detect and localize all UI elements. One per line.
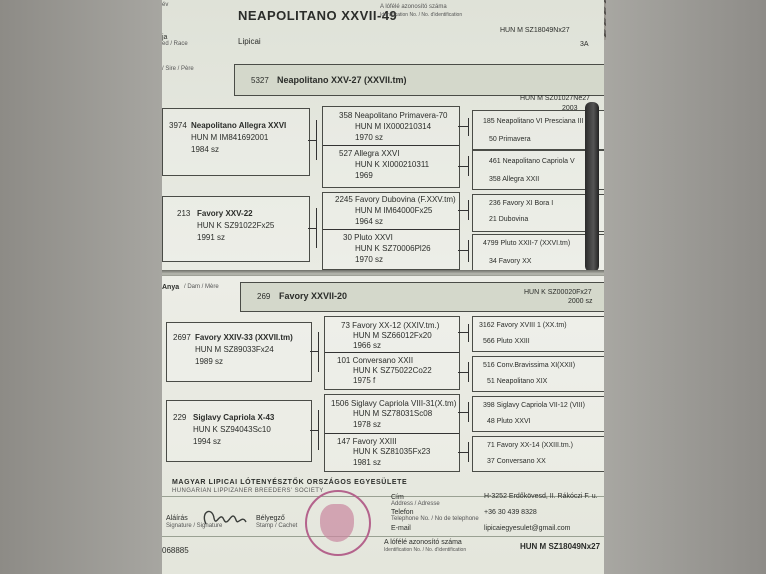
official-stamp-seal (305, 490, 371, 556)
gen4-12: 51 Neapolitano XIX (487, 378, 548, 385)
ggp8-year: 1981 sz (353, 458, 382, 467)
connector (458, 452, 468, 453)
ggp7-year: 1978 sz (353, 420, 382, 429)
gen4-8: 34 Favory XX (489, 258, 532, 265)
footer-id-value: HUN M SZ18049Nx27 (520, 542, 601, 551)
gp1-year: 1984 sz (191, 145, 220, 154)
background-blur-right (604, 0, 766, 574)
footer-id-label-sub: Identification No. / No. d'identification (384, 547, 467, 553)
ggp1-id: HUN M IX000210314 (355, 122, 432, 131)
ggp7-name: 1506 Siglavy Capriola VIII-31(X.tm) (331, 399, 457, 408)
address-sub: Address / Adresse (391, 501, 440, 507)
ggp2-year: 1969 (355, 171, 373, 180)
connector (468, 118, 469, 136)
connector (318, 332, 319, 372)
passport-page-bottom (162, 276, 604, 574)
email-label: E-mail (391, 525, 411, 532)
dam-label: Anya (162, 284, 180, 291)
dam-box (240, 282, 604, 312)
ggp7-id: HUN M SZ78031Sc08 (353, 409, 433, 418)
gp2-year: 1991 sz (197, 233, 226, 242)
signature-scribble (198, 502, 254, 532)
breed-label-sub: ed / Race (162, 41, 188, 47)
dam-year: 2000 sz (568, 298, 593, 305)
ggp5-name: 73 Favory XX-12 (XXIV.tm.) (341, 321, 440, 330)
gen4-6: 21 Dubovina (489, 216, 529, 223)
sire-name: Neapolitano XXV-27 (XXVII.tm) (277, 75, 407, 85)
gp3-year: 1989 sz (195, 357, 224, 366)
connector (318, 410, 319, 450)
gp1-id: HUN M IM841692001 (191, 133, 269, 142)
signature-sub: Signature / Signature (166, 523, 223, 529)
ggp1-year: 1970 sz (355, 133, 384, 142)
ggp8-name: 147 Favory XXIII (337, 437, 397, 446)
connector (458, 372, 468, 373)
connector (316, 120, 317, 160)
grandparent-box-4 (166, 400, 312, 462)
stamp-sub: Stamp / Cachet (256, 523, 298, 529)
ggp-box-3 (324, 316, 460, 390)
gen4-16: 37 Conversano XX (487, 458, 546, 465)
divider (323, 145, 459, 146)
connector (308, 140, 316, 141)
ggp-box-1 (322, 106, 460, 188)
gp2-id: HUN K SZ91022Fx25 (197, 221, 275, 230)
breed-label: ja (162, 34, 168, 41)
gen4-box-5 (472, 316, 604, 352)
gp3-name: Favory XXIV-33 (XXVII.tm) (195, 333, 293, 342)
ggp1-name: 358 Neapolitano Primavera-70 (339, 111, 448, 120)
id-suffix: 3A (580, 41, 589, 48)
ggp-box-2 (322, 192, 460, 270)
gen4-14: 48 Pluto XXVI (487, 418, 531, 425)
phone-value: +36 30 439 8328 (484, 509, 537, 516)
dam-number: 269 (257, 292, 271, 301)
gen4-13: 398 Siglavy Capriola VII-12 (VIII) (483, 402, 585, 409)
address-label: Cím (391, 494, 404, 501)
grandparent-box-3 (166, 322, 312, 382)
connector (458, 332, 468, 333)
signature-label: Aláírás (166, 515, 188, 522)
phone-label: Telefon (391, 509, 414, 516)
gen4-1: 185 Neapolitano VI Presciana III (483, 118, 584, 125)
email-value: lipicaiegyesulet@gmail.com (484, 525, 571, 532)
footer-divider (162, 536, 604, 537)
gp4-year: 1994 sz (193, 437, 222, 446)
ggp3-name: 2245 Favory Dubovina (F.XXV.tm) (335, 195, 456, 204)
ggp3-year: 1964 sz (355, 217, 384, 226)
sire-year: 2003 (562, 105, 578, 112)
ggp8-id: HUN K SZ81035Fx23 (353, 447, 431, 456)
gp4-number: 229 (173, 413, 187, 422)
gen4-box-8 (472, 436, 604, 472)
grandparent-box-1 (162, 108, 310, 176)
gen4-4: 358 Allegra XXII (489, 176, 540, 183)
connector (316, 208, 317, 248)
coat-of-arms-icon (320, 504, 354, 542)
ggp6-year: 1975 f (353, 376, 376, 385)
dam-name: Favory XXVII-20 (279, 291, 348, 301)
connector (458, 126, 468, 127)
divider (325, 433, 459, 434)
gen4-5: 236 Favory XI Bora I (489, 200, 554, 207)
connector (468, 324, 469, 342)
ggp4-name: 30 Pluto XXVI (343, 233, 393, 242)
horse-name: NEAPOLITANO XXVII-49 (238, 8, 398, 23)
connector (468, 156, 469, 176)
sire-id: HUN M SZ01027Ne27 (520, 95, 591, 102)
org-name: MAGYAR LIPICAI LÓTENYÉSZTŐK ORSZÁGOS EGYESÜLETE (172, 479, 408, 486)
serial-number: 068885 (162, 546, 189, 555)
breed-value: Lipicai (238, 37, 261, 46)
background-blur-left (0, 0, 162, 574)
connector (458, 166, 468, 167)
sire-box (234, 64, 604, 96)
stamp-label: Bélyegző (256, 515, 285, 522)
ggp6-name: 101 Conversano XXII (337, 356, 414, 365)
gp3-number: 2697 (173, 333, 191, 342)
gp1-name: Neapolitano Allegra XXVI (191, 121, 287, 130)
grandparent-box-2 (162, 196, 310, 262)
id-label-sub: Identification No. / No. d'identification (380, 12, 463, 18)
org-name-en: HUNGARIAN LIPPIZANER BREEDERS' SOCIETY (172, 488, 324, 494)
address-value: H-3252 Erdőkövesd, II. Rákóczi F. u. (484, 493, 598, 500)
connector (458, 250, 468, 251)
phone-sub: Telephone No. / No de telephone (391, 516, 479, 522)
sire-number: 5327 (251, 76, 269, 85)
gen4-2: 50 Primavera (489, 136, 531, 143)
connector (310, 430, 318, 431)
sire-label: / Sire / Père (162, 66, 194, 72)
stallion-label: év (162, 2, 169, 8)
gen4-15: 71 Favory XX-14 (XXIII.tm.) (487, 442, 573, 449)
connector (468, 200, 469, 220)
gen4-11: 516 Conv.Bravissima XI(XXII) (483, 362, 576, 369)
gp3-id: HUN M SZ89033Fx24 (195, 345, 274, 354)
id-value: HUN M SZ18049Nx27 (500, 27, 570, 34)
dam-id: HUN K SZ00020Fx27 (524, 289, 592, 296)
ggp5-id: HUN M SZ66012Fx20 (353, 331, 432, 340)
binder-clip (585, 102, 599, 272)
divider (323, 229, 459, 230)
ggp4-year: 1970 sz (355, 255, 384, 264)
gen4-7: 4799 Pluto XXII-7 (XXVI.tm) (483, 240, 571, 247)
ggp5-year: 1966 sz (353, 341, 382, 350)
id-label: A lófélé azonosító száma (380, 4, 447, 10)
connector (310, 351, 318, 352)
ggp2-name: 527 Allegra XXVI (339, 149, 400, 158)
ggp-box-4 (324, 394, 460, 472)
dam-label-sub: / Dam / Mère (184, 284, 219, 290)
ggp2-id: HUN K XI000210311 (355, 160, 430, 169)
divider (325, 352, 459, 353)
footer-id-label: A lófélé azonosító száma (384, 539, 462, 546)
ggp4-id: HUN K SZ70006Pl26 (355, 244, 431, 253)
gen4-box-6 (472, 356, 604, 392)
ggp6-id: HUN K SZ75022Co22 (353, 366, 432, 375)
connector (308, 228, 316, 229)
gen4-box-7 (472, 396, 604, 432)
connector (468, 362, 469, 382)
connector (458, 412, 468, 413)
gp2-name: Favory XXV-22 (197, 209, 253, 218)
gen4-3: 461 Neapolitano Capriola V (489, 158, 575, 165)
passport-page-top (162, 0, 604, 272)
gen4-9: 3162 Favory XVIII 1 (XX.tm) (479, 322, 567, 329)
gp4-name: Siglavy Capriola X-43 (193, 413, 275, 422)
connector (468, 240, 469, 262)
gp2-number: 213 (177, 209, 191, 218)
ggp3-id: HUN M IM64000Fx25 (355, 206, 433, 215)
connector (458, 210, 468, 211)
gp4-id: HUN K SZ94043Sc10 (193, 425, 271, 434)
gp1-number: 3974 (169, 121, 187, 130)
gen4-10: 566 Pluto XXIII (483, 338, 530, 345)
connector (468, 402, 469, 422)
connector (468, 442, 469, 462)
